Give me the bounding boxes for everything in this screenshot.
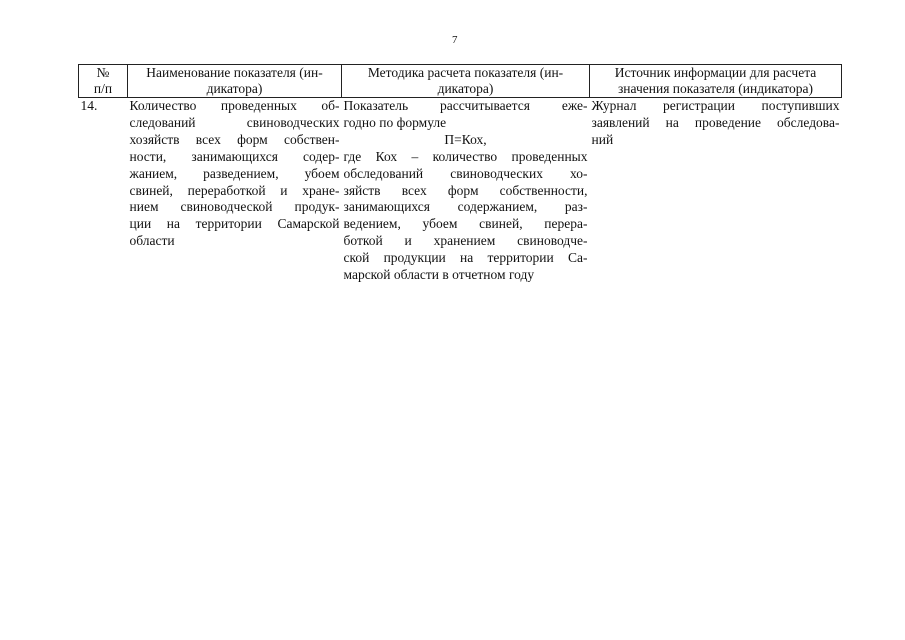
method-line: Показатель рассчитывается еже- <box>343 98 588 113</box>
header-calculation-method <box>342 65 590 98</box>
header-indicator-name-line-1: Наименование показателя (ин- <box>146 65 323 80</box>
calculation-method-cell <box>342 98 590 284</box>
indicator-table <box>78 64 842 284</box>
header-information-source-line-2: значения показателя (индикатора) <box>617 81 814 96</box>
table-header-row <box>79 65 842 98</box>
header-information-source-line-1: Источник информации для расчета <box>614 65 817 80</box>
header-number-line-1: № <box>96 65 110 80</box>
method-line: где Кох – количество проведенных <box>343 148 588 164</box>
method-line: занимающихся содержанием, раз- <box>343 199 588 215</box>
information-source-cell <box>590 98 842 284</box>
source-line: заявлений на проведение обследова- <box>591 114 840 130</box>
page-number: 7 <box>452 34 458 46</box>
method-line: ской продукции на территории Са- <box>343 250 588 266</box>
header-indicator-name-line-2: дикатора) <box>206 81 263 96</box>
indicator-name-line: нием свиноводческой продук- <box>129 199 340 215</box>
indicator-name-line: ции на территории Самарской <box>129 216 340 232</box>
method-line: зяйств всех форм собственности, <box>343 182 588 198</box>
indicator-name-line: следований свиноводческих <box>129 114 340 130</box>
source-line: Журнал регистрации поступивших <box>591 98 840 113</box>
indicator-name-cell <box>128 98 342 284</box>
table-row <box>79 98 842 284</box>
indicator-name-line: области <box>129 233 175 249</box>
source-line: ний <box>591 131 614 147</box>
method-line: боткой и хранением свиноводче- <box>343 233 588 249</box>
header-number-line-2: п/п <box>93 81 113 96</box>
indicator-name-line: хозяйств всех форм собствен- <box>129 131 340 147</box>
indicator-name-line: жанием, разведением, убоем <box>129 165 340 181</box>
header-calculation-method-line-1: Методика расчета показателя (ин- <box>367 65 564 80</box>
row-number: 14. <box>80 98 98 113</box>
header-indicator-name <box>128 65 342 98</box>
indicator-name-line: ности, занимающихся содер- <box>129 148 340 164</box>
header-calculation-method-line-2: дикатора) <box>437 81 494 96</box>
method-line: ведением, убоем свиней, перера- <box>343 216 588 232</box>
indicator-name-line: Количество проведенных об- <box>129 98 340 113</box>
formula: П=Кох, <box>444 131 487 147</box>
method-line: обследований свиноводческих хо- <box>343 165 588 181</box>
method-line: марской области в отчетном году <box>343 267 535 283</box>
header-information-source <box>590 65 842 98</box>
header-number <box>79 65 128 98</box>
indicator-name-line: свиней, переработкой и хране- <box>129 182 340 198</box>
method-line: годно по формуле <box>343 114 447 130</box>
